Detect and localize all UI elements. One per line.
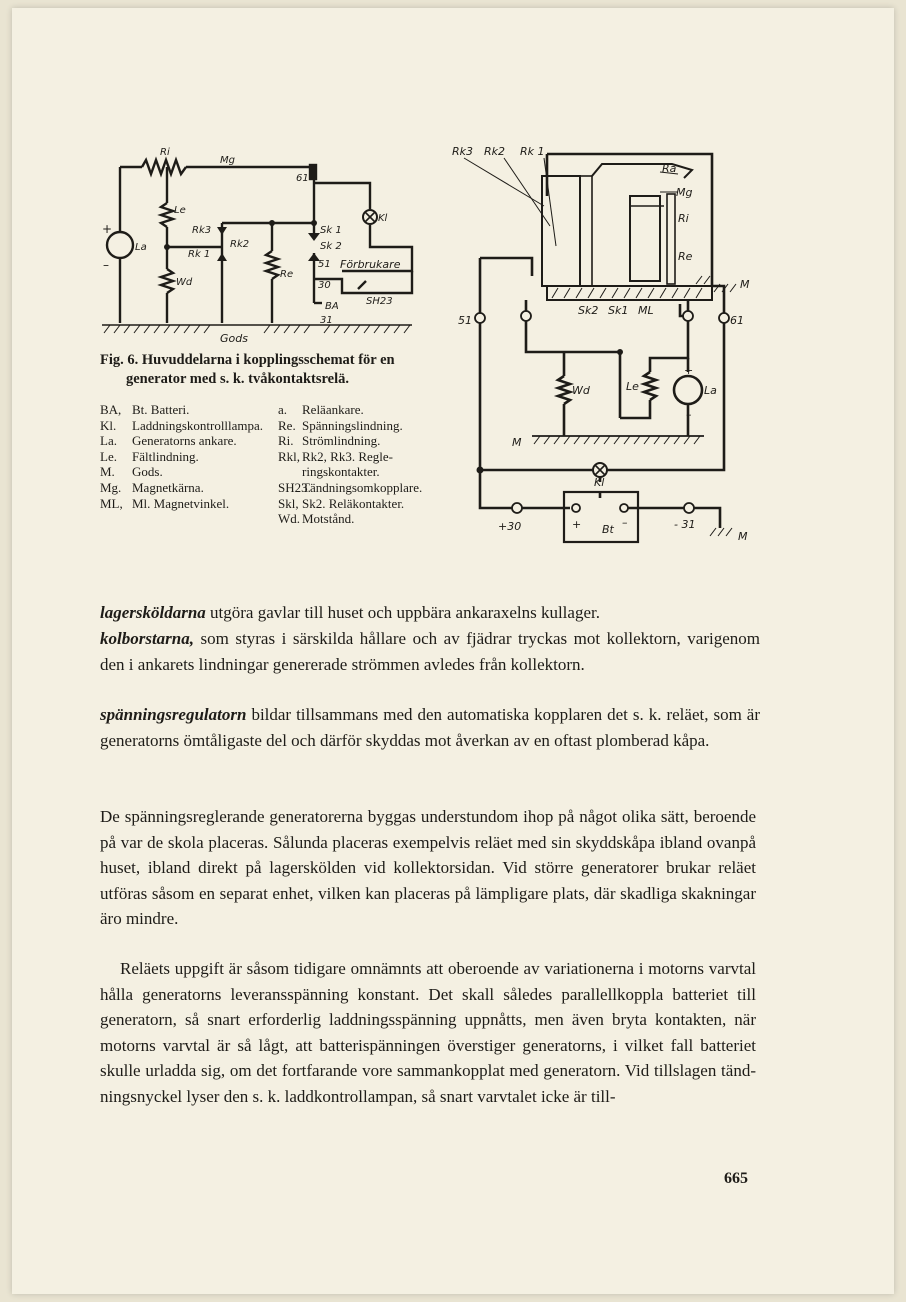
- legend-item: Re. Spänningslindning.: [278, 417, 403, 433]
- label-rk3: Rk3: [192, 225, 212, 236]
- label-r-ra: Ra: [662, 162, 677, 175]
- label-r-m-top: M: [740, 278, 750, 291]
- legend-item: ML, Ml. Magnetvinkel.: [100, 495, 230, 511]
- label-r-wd: Wd: [572, 384, 590, 397]
- label-rk2: Rk2: [230, 239, 250, 250]
- label-re: Re: [280, 269, 294, 280]
- label-r-la-plus: +: [684, 364, 694, 377]
- label-r-mg: Mg: [676, 186, 693, 199]
- caption-line-1: Fig. 6. Huvuddelarna i kopplingsschemat för en: [100, 352, 395, 368]
- wiring-schematic-right: [452, 136, 762, 551]
- label-la: La: [135, 242, 147, 253]
- legend-item: Ri. Strömlindning.: [278, 433, 381, 449]
- label-r-bt: Bt: [602, 523, 614, 536]
- label-r-51: 51: [458, 314, 472, 327]
- label-30: 30: [318, 280, 331, 291]
- figure-legend: [100, 402, 452, 527]
- legend-item: a. Reläankare.: [278, 402, 364, 417]
- definition-term: kolborstarna,: [100, 629, 194, 648]
- legend-item: Kl. Laddningskontrolllampa.: [100, 417, 264, 433]
- legend-item: Rkl, Rk2, Rk3. Regleringskontakter.: [278, 448, 394, 480]
- label-r-bt-minus: –: [622, 516, 628, 529]
- legend-column-left: [100, 402, 278, 527]
- label-r-bt-plus: +: [572, 518, 582, 531]
- label-r-kl: Kl: [594, 476, 605, 489]
- label-mg: Mg: [220, 155, 235, 166]
- label-plus: +: [102, 222, 113, 236]
- label-r-rk3: Rk3: [452, 145, 474, 158]
- label-r-rk2: Rk2: [484, 145, 506, 158]
- legend-item: Wd. Motstånd.: [278, 511, 355, 527]
- label-r-la-minus: –: [686, 408, 692, 421]
- label-r-le: Le: [626, 380, 639, 393]
- label-rk1: Rk 1: [188, 249, 211, 260]
- label-ri: Ri: [160, 147, 170, 158]
- definition-lagerskoldarna: [100, 600, 760, 626]
- label-r-la: La: [704, 384, 717, 397]
- label-r-re: Re: [678, 250, 693, 263]
- definition-term: spänningsregulatorn: [100, 705, 247, 724]
- page-number: 665: [724, 1170, 748, 1187]
- label-r-sk1: Sk1: [608, 304, 629, 317]
- definition-text: utgöra gavlar till huset och uppbära ankaraxelns kullager.: [205, 603, 600, 622]
- label-r-ml: ML: [638, 304, 654, 317]
- paragraph-2: Reläets uppgift är såsom tidigare omnämnts att oberoende av variationerna i motorns varvtal hålla generatorns leveransspänning konstant. Det skall således parallellkoppla batteriet till generatorn, så snart erforderlig laddningsspänning uppnåtts, men även bryta kontakten, när motorns varvtal är så lågt, att batterispänningen överstiger generatorns, i vilket fall batteriet skulle urladda sig, om det fortfarande vore sammankopplat med generatorn. Vid tillslagen tändningsnyckel lyser den s. k. laddkontrollampan, så snart varvtalet icke är till-: [100, 959, 756, 1106]
- definition-text: bildar tillsammans med den automatiska kopplaren det s. k. reläet, som är generatorns ömtåligaste del och därför skyddas mot åverkan av en oftast plomberad kåpa.: [100, 705, 760, 750]
- label-wd: Wd: [176, 277, 193, 288]
- label-kl: Kl: [378, 213, 388, 224]
- label-r-minus31: - 31: [674, 518, 696, 531]
- label-61: 61: [296, 173, 309, 184]
- label-r-ri: Ri: [678, 212, 689, 225]
- legend-item: SH23. Tändningsomkopplare.: [278, 479, 423, 495]
- label-sk2: Sk 2: [320, 241, 342, 252]
- legend-item: Skl, Sk2. Reläkontakter.: [278, 495, 405, 511]
- label-forbrukare: Förbrukare: [340, 258, 401, 271]
- wiring-schematic-left: [92, 143, 452, 348]
- definition-text: som styras i särskilda hållare och av fjädrar tryckas mot kollektorn, varigenom den i ankarets lindningar genererade strömmen avledes från kollektorn.: [100, 629, 760, 674]
- label-minus: –: [103, 258, 109, 272]
- legend-item: M. Gods.: [100, 464, 163, 480]
- label-sk1: Sk 1: [320, 225, 342, 236]
- label-51: 51: [318, 259, 331, 270]
- legend-item: Le. Fältlindning.: [100, 448, 199, 464]
- legend-item: La. Generatorns ankare.: [100, 433, 237, 449]
- book-page: [12, 8, 894, 1294]
- legend-item: Mg. Magnetkärna.: [100, 479, 204, 495]
- figure-caption: [100, 351, 450, 389]
- definition-spanningsregulatorn: [100, 702, 760, 753]
- paragraph-1: De spänningsreglerande generatorerna byggas understundom ihop på något olika sätt, beroende på var de skola placeras. Sålunda placeras exempelvis reläet med sin skyddskåpa ibland ovanpå huset, ibland direkt på lagerskölden vid kollektorsidan. Vid större generatorer brukar reläet utföras såsom en separat enhet, vilken kan placeras på lämpligare plats, där skadliga skakningar äro mindre.: [100, 807, 756, 928]
- label-r-m-bottom: M: [738, 530, 748, 543]
- label-r-rk1: Rk 1: [520, 145, 545, 158]
- definition-kolborstarna: [100, 626, 760, 677]
- label-ba: BA: [325, 301, 339, 312]
- label-r-m-mid: M: [512, 436, 522, 449]
- label-31: 31: [320, 315, 333, 326]
- definition-term: lagersköldarna: [100, 603, 206, 622]
- label-sh23: SH23: [366, 296, 393, 307]
- caption-line-2: generator med s. k. tvåkontaktsrelä.: [126, 371, 349, 387]
- legend-column-right: [278, 402, 448, 527]
- legend-item: BA, Bt. Batteri.: [100, 402, 190, 417]
- label-r-61: 61: [730, 314, 744, 327]
- label-r-sk2: Sk2: [578, 304, 599, 317]
- label-le: Le: [174, 205, 186, 216]
- label-gods: Gods: [220, 332, 248, 345]
- label-r-plus30: +30: [498, 520, 522, 533]
